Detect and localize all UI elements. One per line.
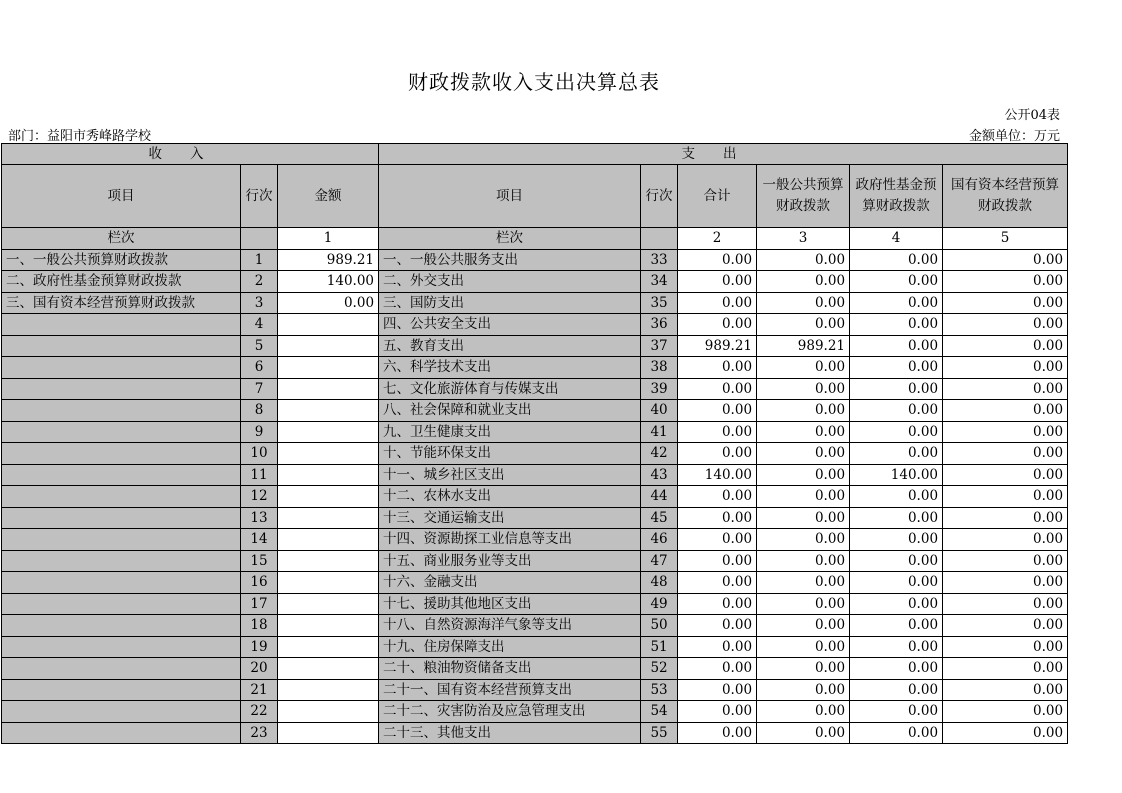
expense-item-cell: 十九、住房保障支出 xyxy=(379,636,641,658)
state-capital-cell: 0.00 xyxy=(943,701,1068,723)
gov-fund-cell: 0.00 xyxy=(850,400,943,422)
table-row xyxy=(2,314,1068,336)
expense-item-cell: 二十一、国有资本经营预算支出 xyxy=(379,679,641,701)
income-row-no-cell: 14 xyxy=(241,529,278,551)
table-row xyxy=(2,701,1068,723)
income-item-cell: 一、一般公共预算财政拨款 xyxy=(2,249,241,271)
column-number-row xyxy=(2,228,1068,250)
header-column-row xyxy=(2,165,1068,228)
total-cell: 0.00 xyxy=(678,292,757,314)
income-row-no-cell: 11 xyxy=(241,464,278,486)
col-3-number: 3 xyxy=(757,228,850,250)
general-budget-cell: 0.00 xyxy=(757,572,850,594)
general-budget-cell: 0.00 xyxy=(757,507,850,529)
income-amount-cell xyxy=(278,400,379,422)
gov-fund-cell: 0.00 xyxy=(850,701,943,723)
general-budget-cell: 0.00 xyxy=(757,464,850,486)
income-item-cell xyxy=(2,464,241,486)
income-amount-cell xyxy=(278,593,379,615)
general-budget-cell: 0.00 xyxy=(757,271,850,293)
general-budget-cell: 0.00 xyxy=(757,722,850,744)
general-budget-cell: 0.00 xyxy=(757,292,850,314)
general-budget-cell: 0.00 xyxy=(757,529,850,551)
income-amount-cell xyxy=(278,335,379,357)
state-capital-cell: 0.00 xyxy=(943,292,1068,314)
income-row-no-cell: 17 xyxy=(241,593,278,615)
income-amount-cell xyxy=(278,636,379,658)
income-amount-cell: 989.21 xyxy=(278,249,379,271)
expense-item-cell: 十八、自然资源海洋气象等支出 xyxy=(379,615,641,637)
state-capital-cell: 0.00 xyxy=(943,722,1068,744)
expense-item-cell: 十一、城乡社区支出 xyxy=(379,464,641,486)
gov-fund-cell: 0.00 xyxy=(850,679,943,701)
table-row xyxy=(2,507,1068,529)
general-budget-cell: 0.00 xyxy=(757,249,850,271)
income-row-no-cell: 6 xyxy=(241,357,278,379)
income-row-no-cell: 16 xyxy=(241,572,278,594)
expense-row-no-header: 行次 xyxy=(641,165,678,228)
income-row-no-cell: 12 xyxy=(241,486,278,508)
income-item-cell xyxy=(2,722,241,744)
table-row xyxy=(2,636,1068,658)
income-row-no-cell: 7 xyxy=(241,378,278,400)
total-cell: 0.00 xyxy=(678,271,757,293)
gov-fund-cell: 0.00 xyxy=(850,529,943,551)
income-amount-cell xyxy=(278,529,379,551)
budget-table xyxy=(1,143,1068,744)
page-title: 财政拨款收入支出决算总表 xyxy=(408,70,660,94)
gov-fund-cell: 0.00 xyxy=(850,421,943,443)
state-capital-cell: 0.00 xyxy=(943,443,1068,465)
total-cell: 0.00 xyxy=(678,357,757,379)
income-row-no-cell: 5 xyxy=(241,335,278,357)
state-capital-cell: 0.00 xyxy=(943,658,1068,680)
state-capital-cell: 0.00 xyxy=(943,271,1068,293)
general-budget-cell: 0.00 xyxy=(757,400,850,422)
income-amount-cell xyxy=(278,679,379,701)
income-amount-cell xyxy=(278,378,379,400)
general-budget-cell: 0.00 xyxy=(757,593,850,615)
income-item-cell xyxy=(2,357,241,379)
income-amount-cell xyxy=(278,464,379,486)
expense-item-cell: 十、节能环保支出 xyxy=(379,443,641,465)
expense-item-cell: 五、教育支出 xyxy=(379,335,641,357)
total-cell: 0.00 xyxy=(678,701,757,723)
income-item-cell: 三、国有资本经营预算财政拨款 xyxy=(2,292,241,314)
gov-fund-cell: 0.00 xyxy=(850,314,943,336)
expense-item-header: 项目 xyxy=(379,165,641,228)
expense-row-no-cell: 37 xyxy=(641,335,678,357)
income-item-cell xyxy=(2,400,241,422)
table-row xyxy=(2,378,1068,400)
expense-row-no-cell: 38 xyxy=(641,357,678,379)
income-amount-cell xyxy=(278,357,379,379)
expense-row-no-cell: 55 xyxy=(641,722,678,744)
expense-row-no-cell: 44 xyxy=(641,486,678,508)
total-cell: 0.00 xyxy=(678,400,757,422)
income-amount-cell xyxy=(278,615,379,637)
total-cell: 0.00 xyxy=(678,529,757,551)
income-item-cell xyxy=(2,572,241,594)
income-item-header: 项目 xyxy=(2,165,241,228)
expense-item-cell: 八、社会保障和就业支出 xyxy=(379,400,641,422)
expense-item-cell: 四、公共安全支出 xyxy=(379,314,641,336)
expense-row-no-cell: 35 xyxy=(641,292,678,314)
total-cell: 0.00 xyxy=(678,507,757,529)
income-row-no-cell: 19 xyxy=(241,636,278,658)
table-row xyxy=(2,271,1068,293)
expense-row-no-cell: 50 xyxy=(641,615,678,637)
expense-item-cell: 十四、资源勘探工业信息等支出 xyxy=(379,529,641,551)
gov-fund-cell: 0.00 xyxy=(850,658,943,680)
state-capital-cell: 0.00 xyxy=(943,486,1068,508)
state-capital-cell: 0.00 xyxy=(943,357,1068,379)
table-row xyxy=(2,550,1068,572)
general-budget-cell: 0.00 xyxy=(757,658,850,680)
income-item-cell xyxy=(2,701,241,723)
state-capital-cell: 0.00 xyxy=(943,679,1068,701)
expense-item-cell: 二十三、其他支出 xyxy=(379,722,641,744)
income-item-cell xyxy=(2,679,241,701)
expense-item-cell: 二十、粮油物资储备支出 xyxy=(379,658,641,680)
income-amount-cell xyxy=(278,572,379,594)
total-cell: 0.00 xyxy=(678,249,757,271)
gov-fund-cell: 140.00 xyxy=(850,464,943,486)
general-budget-cell: 0.00 xyxy=(757,701,850,723)
income-item-cell xyxy=(2,507,241,529)
gov-fund-cell: 0.00 xyxy=(850,292,943,314)
gov-fund-cell: 0.00 xyxy=(850,335,943,357)
expense-row-no-cell: 40 xyxy=(641,400,678,422)
expense-group-header: 支出 xyxy=(379,144,1068,165)
gov-fund-cell: 0.00 xyxy=(850,550,943,572)
income-item-cell xyxy=(2,378,241,400)
expense-item-cell: 二十二、灾害防治及应急管理支出 xyxy=(379,701,641,723)
table-row xyxy=(2,292,1068,314)
income-amount-cell xyxy=(278,443,379,465)
total-cell: 0.00 xyxy=(678,572,757,594)
col-4-number: 4 xyxy=(850,228,943,250)
general-budget-cell: 0.00 xyxy=(757,443,850,465)
income-item-cell xyxy=(2,593,241,615)
table-row xyxy=(2,679,1068,701)
state-capital-cell: 0.00 xyxy=(943,572,1068,594)
income-item-cell xyxy=(2,486,241,508)
income-row-no-cell: 10 xyxy=(241,443,278,465)
general-budget-cell: 0.00 xyxy=(757,615,850,637)
total-cell: 0.00 xyxy=(678,486,757,508)
general-budget-header: 一般公共预算财政拨款 xyxy=(757,165,850,228)
state-capital-cell: 0.00 xyxy=(943,529,1068,551)
expense-item-cell: 二、外交支出 xyxy=(379,271,641,293)
form-code: 公开04表 xyxy=(1004,108,1060,123)
table-row xyxy=(2,443,1068,465)
table-row xyxy=(2,572,1068,594)
table-row xyxy=(2,400,1068,422)
gov-fund-cell: 0.00 xyxy=(850,271,943,293)
income-amount-cell xyxy=(278,314,379,336)
general-budget-cell: 989.21 xyxy=(757,335,850,357)
state-capital-cell: 0.00 xyxy=(943,335,1068,357)
total-cell: 140.00 xyxy=(678,464,757,486)
general-budget-cell: 0.00 xyxy=(757,486,850,508)
expense-row-no-cell: 41 xyxy=(641,421,678,443)
income-row-no-cell: 20 xyxy=(241,658,278,680)
expense-item-cell: 十五、商业服务业等支出 xyxy=(379,550,641,572)
expense-item-cell: 十三、交通运输支出 xyxy=(379,507,641,529)
expense-item-cell: 十七、援助其他地区支出 xyxy=(379,593,641,615)
state-capital-cell: 0.00 xyxy=(943,615,1068,637)
gov-fund-cell: 0.00 xyxy=(850,507,943,529)
income-item-cell xyxy=(2,636,241,658)
gov-fund-cell: 0.00 xyxy=(850,615,943,637)
col-1-number: 1 xyxy=(278,228,379,250)
expense-item-cell: 一、一般公共服务支出 xyxy=(379,249,641,271)
total-cell: 0.00 xyxy=(678,421,757,443)
income-row-no-blank xyxy=(241,228,278,250)
state-capital-cell: 0.00 xyxy=(943,314,1068,336)
income-item-cell xyxy=(2,421,241,443)
expense-row-no-cell: 39 xyxy=(641,378,678,400)
income-amount-cell xyxy=(278,701,379,723)
gov-fund-cell: 0.00 xyxy=(850,572,943,594)
expense-row-no-cell: 48 xyxy=(641,572,678,594)
income-amount-cell: 140.00 xyxy=(278,271,379,293)
income-row-no-cell: 22 xyxy=(241,701,278,723)
income-row-no-cell: 21 xyxy=(241,679,278,701)
state-capital-cell: 0.00 xyxy=(943,378,1068,400)
income-row-no-cell: 13 xyxy=(241,507,278,529)
state-capital-header: 国有资本经营预算财政拨款 xyxy=(943,165,1068,228)
income-amount-cell xyxy=(278,658,379,680)
total-cell: 0.00 xyxy=(678,679,757,701)
expense-item-cell: 七、文化旅游体育与传媒支出 xyxy=(379,378,641,400)
expense-row-no-cell: 45 xyxy=(641,507,678,529)
total-cell: 0.00 xyxy=(678,550,757,572)
gov-fund-header: 政府性基金预算财政拨款 xyxy=(850,165,943,228)
income-group-header: 收入 xyxy=(2,144,379,165)
income-item-cell xyxy=(2,615,241,637)
col-2-number: 2 xyxy=(678,228,757,250)
expense-row-no-cell: 51 xyxy=(641,636,678,658)
income-item-cell xyxy=(2,335,241,357)
gov-fund-cell: 0.00 xyxy=(850,357,943,379)
expense-row-no-cell: 47 xyxy=(641,550,678,572)
general-budget-cell: 0.00 xyxy=(757,679,850,701)
expense-row-no-cell: 52 xyxy=(641,658,678,680)
income-amount-cell xyxy=(278,722,379,744)
expense-row-no-cell: 36 xyxy=(641,314,678,336)
income-row-no-cell: 4 xyxy=(241,314,278,336)
expense-row-no-cell: 49 xyxy=(641,593,678,615)
total-cell: 0.00 xyxy=(678,658,757,680)
income-column-no-label: 栏次 xyxy=(2,228,241,250)
gov-fund-cell: 0.00 xyxy=(850,593,943,615)
income-amount-cell xyxy=(278,421,379,443)
gov-fund-cell: 0.00 xyxy=(850,636,943,658)
table-row xyxy=(2,249,1068,271)
state-capital-cell: 0.00 xyxy=(943,636,1068,658)
expense-item-cell: 九、卫生健康支出 xyxy=(379,421,641,443)
department-label: 部门：益阳市秀峰路学校 xyxy=(8,129,152,144)
state-capital-cell: 0.00 xyxy=(943,507,1068,529)
income-item-cell: 二、政府性基金预算财政拨款 xyxy=(2,271,241,293)
table-row xyxy=(2,421,1068,443)
income-row-no-cell: 23 xyxy=(241,722,278,744)
table-row xyxy=(2,658,1068,680)
income-row-no-cell: 8 xyxy=(241,400,278,422)
expense-row-no-cell: 42 xyxy=(641,443,678,465)
expense-row-no-cell: 53 xyxy=(641,679,678,701)
state-capital-cell: 0.00 xyxy=(943,550,1068,572)
expense-row-no-cell: 33 xyxy=(641,249,678,271)
table-row xyxy=(2,357,1068,379)
table-row xyxy=(2,722,1068,744)
general-budget-cell: 0.00 xyxy=(757,314,850,336)
income-item-cell xyxy=(2,314,241,336)
income-row-no-cell: 9 xyxy=(241,421,278,443)
income-row-no-cell: 1 xyxy=(241,249,278,271)
table-row xyxy=(2,335,1068,357)
table-row xyxy=(2,529,1068,551)
state-capital-cell: 0.00 xyxy=(943,421,1068,443)
header-group-row xyxy=(2,144,1068,165)
expense-row-no-blank xyxy=(641,228,678,250)
income-row-no-cell: 18 xyxy=(241,615,278,637)
gov-fund-cell: 0.00 xyxy=(850,378,943,400)
income-item-cell xyxy=(2,529,241,551)
expense-item-cell: 十六、金融支出 xyxy=(379,572,641,594)
table-row xyxy=(2,464,1068,486)
income-row-no-header: 行次 xyxy=(241,165,278,228)
expense-row-no-cell: 43 xyxy=(641,464,678,486)
general-budget-cell: 0.00 xyxy=(757,378,850,400)
unit-label: 金额单位：万元 xyxy=(968,129,1060,144)
table-row xyxy=(2,615,1068,637)
income-amount-cell: 0.00 xyxy=(278,292,379,314)
state-capital-cell: 0.00 xyxy=(943,249,1068,271)
gov-fund-cell: 0.00 xyxy=(850,722,943,744)
expense-row-no-cell: 46 xyxy=(641,529,678,551)
total-cell: 0.00 xyxy=(678,378,757,400)
total-cell: 0.00 xyxy=(678,593,757,615)
income-item-cell xyxy=(2,550,241,572)
total-cell: 0.00 xyxy=(678,443,757,465)
gov-fund-cell: 0.00 xyxy=(850,249,943,271)
general-budget-cell: 0.00 xyxy=(757,421,850,443)
total-cell: 989.21 xyxy=(678,335,757,357)
income-row-no-cell: 2 xyxy=(241,271,278,293)
income-amount-cell xyxy=(278,550,379,572)
total-header: 合计 xyxy=(678,165,757,228)
expense-column-no-label: 栏次 xyxy=(379,228,641,250)
total-cell: 0.00 xyxy=(678,722,757,744)
total-cell: 0.00 xyxy=(678,615,757,637)
expense-row-no-cell: 34 xyxy=(641,271,678,293)
general-budget-cell: 0.00 xyxy=(757,550,850,572)
table-row xyxy=(2,593,1068,615)
state-capital-cell: 0.00 xyxy=(943,593,1068,615)
total-cell: 0.00 xyxy=(678,314,757,336)
col-5-number: 5 xyxy=(943,228,1068,250)
income-amount-header: 金额 xyxy=(278,165,379,228)
table-row xyxy=(2,486,1068,508)
income-amount-cell xyxy=(278,486,379,508)
gov-fund-cell: 0.00 xyxy=(850,443,943,465)
state-capital-cell: 0.00 xyxy=(943,400,1068,422)
income-item-cell xyxy=(2,443,241,465)
general-budget-cell: 0.00 xyxy=(757,636,850,658)
income-row-no-cell: 3 xyxy=(241,292,278,314)
state-capital-cell: 0.00 xyxy=(943,464,1068,486)
income-amount-cell xyxy=(278,507,379,529)
expense-item-cell: 三、国防支出 xyxy=(379,292,641,314)
general-budget-cell: 0.00 xyxy=(757,357,850,379)
expense-item-cell: 六、科学技术支出 xyxy=(379,357,641,379)
total-cell: 0.00 xyxy=(678,636,757,658)
expense-item-cell: 十二、农林水支出 xyxy=(379,486,641,508)
income-item-cell xyxy=(2,658,241,680)
gov-fund-cell: 0.00 xyxy=(850,486,943,508)
income-row-no-cell: 15 xyxy=(241,550,278,572)
expense-row-no-cell: 54 xyxy=(641,701,678,723)
